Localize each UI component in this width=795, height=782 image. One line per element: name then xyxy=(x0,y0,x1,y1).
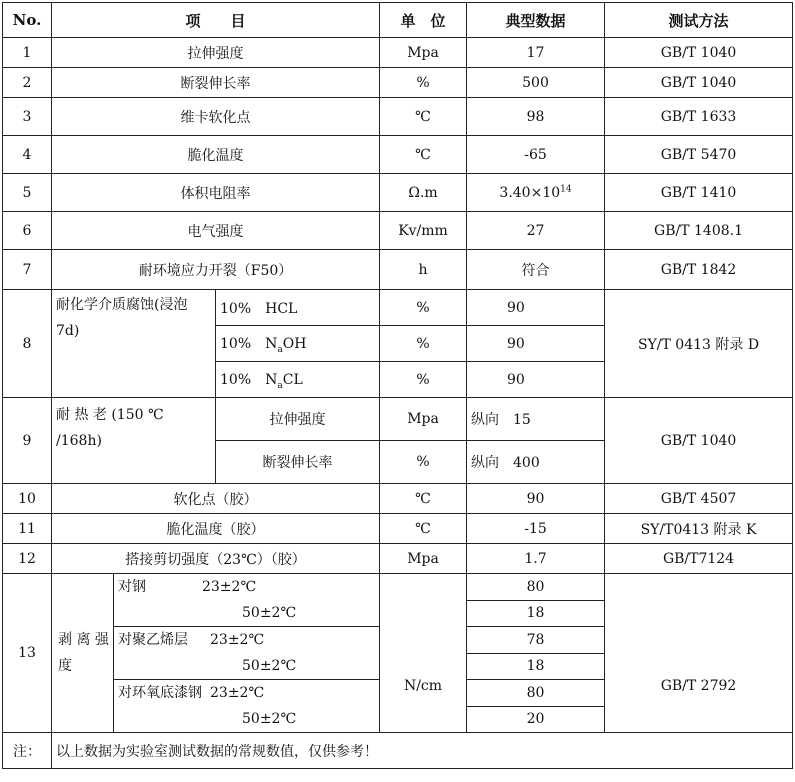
table-row xyxy=(3,98,793,136)
row-no: 6 xyxy=(3,212,52,250)
table-row xyxy=(3,290,793,326)
row-item: 耐 热 老 (150 ℃ /168h) xyxy=(52,398,216,484)
sub-item: 断裂伸长率 xyxy=(216,441,380,484)
row-unit: % xyxy=(380,68,467,98)
table-row xyxy=(3,544,793,574)
row-no: 7 xyxy=(3,250,52,290)
row-method: GB/T 1633 xyxy=(605,98,793,136)
row-value: 78 xyxy=(467,627,605,654)
header-row xyxy=(3,3,793,38)
row-value: 纵向 400 xyxy=(467,441,605,484)
row-value: 17 xyxy=(467,38,605,68)
row-value: 90 xyxy=(467,362,605,398)
row-value: 500 xyxy=(467,68,605,98)
sub-group: 对钢 23±2℃ 50±2℃ xyxy=(114,574,380,627)
row-item: 软化点（胶） xyxy=(52,484,380,514)
row-item: 电气强度 xyxy=(52,212,380,250)
sub-item: 10% HCL xyxy=(216,290,380,326)
row-value: -65 xyxy=(467,136,605,174)
row-value: 90 xyxy=(467,326,605,362)
table-row xyxy=(3,398,793,441)
row-method: SY/T0413 附录 K xyxy=(605,514,793,544)
row-no: 8 xyxy=(3,290,52,398)
row-method: GB/T 4507 xyxy=(605,484,793,514)
row-no: 11 xyxy=(3,514,52,544)
table-row xyxy=(3,68,793,98)
row-value: 18 xyxy=(467,600,605,627)
sub-item: 10% $N_aCL$ xyxy=(216,362,380,398)
table-row xyxy=(3,514,793,544)
row-unit: % xyxy=(380,441,467,484)
row-value: 27 xyxy=(467,212,605,250)
row-no: 12 xyxy=(3,544,52,574)
table-row xyxy=(3,136,793,174)
value-exponent: 14 xyxy=(560,183,572,194)
row-method: GB/T 1842 xyxy=(605,250,793,290)
row-method: GB/T 2792 xyxy=(605,574,793,733)
row-value: 1.7 xyxy=(467,544,605,574)
row-no: 3 xyxy=(3,98,52,136)
row-value: 18 xyxy=(467,653,605,680)
row-unit: % xyxy=(380,290,467,326)
row-value: 90 xyxy=(467,290,605,326)
row-value xyxy=(467,174,605,212)
row-no: 2 xyxy=(3,68,52,98)
row-no: 1 xyxy=(3,38,52,68)
row-method: SY/T 0413 附录 D xyxy=(605,290,793,398)
row-item: 拉伸强度 xyxy=(52,38,380,68)
note-text: 以上数据为实验室测试数据的常规数值，仅供参考！ xyxy=(52,733,793,769)
row-method: GB/T 1410 xyxy=(605,174,793,212)
row-unit: Kv/mm xyxy=(380,212,467,250)
row-item: 脆化温度（胶） xyxy=(52,514,380,544)
table-row xyxy=(3,174,793,212)
row-unit: Mpa xyxy=(380,544,467,574)
header-typical: 典型数据 xyxy=(467,3,605,38)
row-unit: % xyxy=(380,326,467,362)
row-unit: % xyxy=(380,362,467,398)
row-unit: Mpa xyxy=(380,398,467,441)
row-item: 维卡软化点 xyxy=(52,98,380,136)
row-unit: ℃ xyxy=(380,514,467,544)
sub-item: 拉伸强度 xyxy=(216,398,380,441)
row-unit: Ω.m xyxy=(380,174,467,212)
row-value: 80 xyxy=(467,574,605,601)
header-method: 测试方法 xyxy=(605,3,793,38)
sub-group: 对聚乙烯层 23±2℃ 50±2℃ xyxy=(114,627,380,680)
header-item: 项 目 xyxy=(52,3,380,38)
row-item: 耐化学介质腐蚀(浸泡 7d) xyxy=(52,290,216,398)
row-unit: h xyxy=(380,250,467,290)
row-value: 90 xyxy=(467,484,605,514)
row-no: 10 xyxy=(3,484,52,514)
row-method: GB/T7124 xyxy=(605,544,793,574)
row-unit: ℃ xyxy=(380,136,467,174)
table-row xyxy=(3,250,793,290)
row-method: GB/T 1408.1 xyxy=(605,212,793,250)
row-unit: Mpa xyxy=(380,38,467,68)
row-item: 体积电阻率 xyxy=(52,174,380,212)
sub-item: 10% $N_aOH$ xyxy=(216,326,380,362)
row-value: -15 xyxy=(467,514,605,544)
row-unit: ℃ xyxy=(380,98,467,136)
header-unit: 单 位 xyxy=(380,3,467,38)
table-row xyxy=(3,484,793,514)
row-item: 剥 离 强度 xyxy=(52,574,114,733)
row-item: 耐环境应力开裂（F50） xyxy=(52,250,380,290)
row-no: 13 xyxy=(3,574,52,733)
row-item: 脆化温度 xyxy=(52,136,380,174)
row-value: 20 xyxy=(467,706,605,733)
row-value: 80 xyxy=(467,680,605,707)
note-row xyxy=(3,733,793,769)
row-value: 符合 xyxy=(467,250,605,290)
row-unit: ℃ xyxy=(380,484,467,514)
table-row xyxy=(3,212,793,250)
row-no: 5 xyxy=(3,174,52,212)
note-label: 注： xyxy=(3,733,52,769)
row-method: GB/T 1040 xyxy=(605,398,793,484)
row-item: 断裂伸长率 xyxy=(52,68,380,98)
table-row xyxy=(3,38,793,68)
row-unit: N/cm xyxy=(380,574,467,733)
row-method: GB/T 1040 xyxy=(605,68,793,98)
table-row xyxy=(3,574,793,601)
properties-table xyxy=(2,2,793,769)
row-method: GB/T 5470 xyxy=(605,136,793,174)
header-no: No. xyxy=(3,3,52,38)
row-item: 搭接剪切强度（23℃）（胶） xyxy=(52,544,380,574)
sub-group: 对环氧底漆钢 23±2℃ 50±2℃ xyxy=(114,680,380,733)
value-base: 3.40×10 xyxy=(499,184,561,201)
row-no: 9 xyxy=(3,398,52,484)
row-value: 纵向 15 xyxy=(467,398,605,441)
row-no: 4 xyxy=(3,136,52,174)
row-value: 98 xyxy=(467,98,605,136)
row-method: GB/T 1040 xyxy=(605,38,793,68)
